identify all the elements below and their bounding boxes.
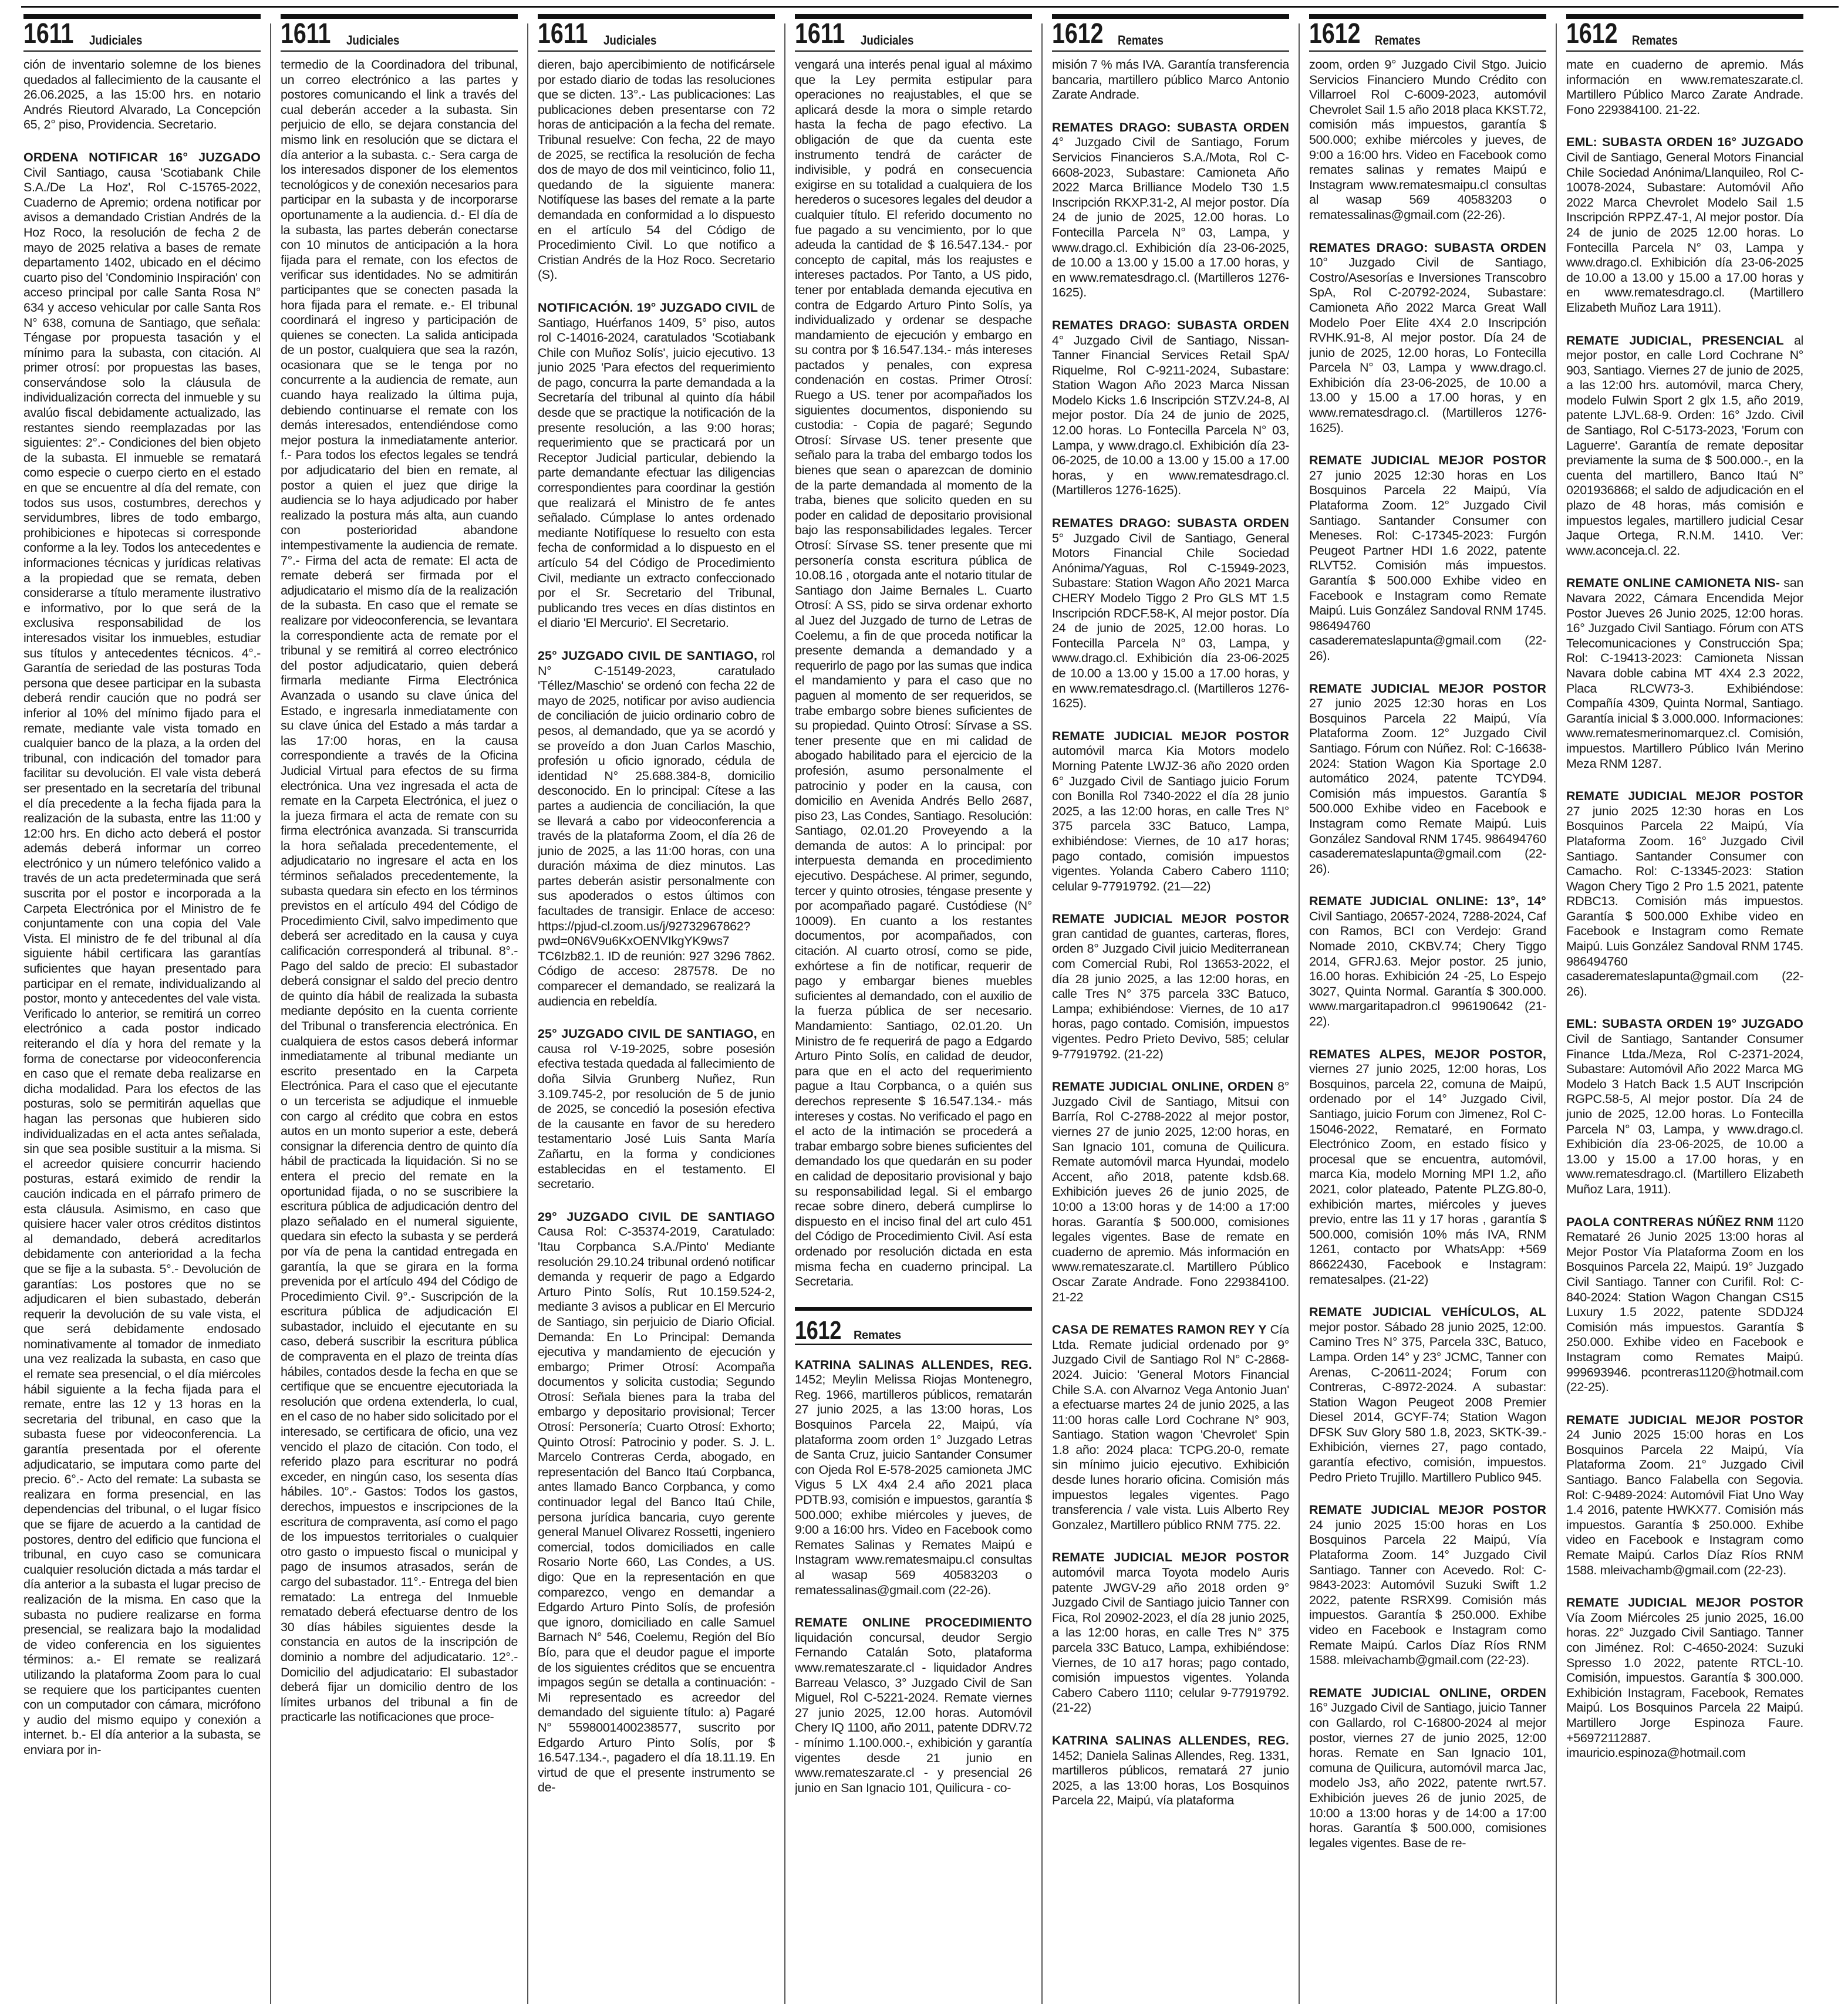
notice-text — [1309, 453, 1546, 663]
notice-heading: REMATES DRAGO: SUBASTA ORDEN — [1052, 318, 1289, 332]
column-header — [1052, 14, 1289, 52]
notice-text — [538, 1027, 775, 1192]
notice-heading: REMATE JUDICIAL ONLINE, ORDEN — [1309, 1685, 1546, 1700]
notice-text — [538, 649, 775, 1009]
notice-text — [1566, 1017, 1803, 1197]
notice-heading: REMATE JUDICIAL MEJOR POSTOR — [1566, 789, 1803, 804]
notice-text — [1052, 516, 1289, 711]
notice-body: Civil de Santiago, Santander Consumer Finance Ltda./Meza, Rol C-2371-2024, Subastare: Automóvil Año 2022 Marca MG Modelo 3 Hatch Back 1.5 AUT Inscripción RGPC.58-5, Al mejor postor. Día 24 de junio de 2025, 12.00 horas. Lo Fontecilla Parcela N° 03, Lampa, y www.drago.cl. Exhibición día 23-06-2025, de 10.00 a 13.00 y 15.00 a 17.00 horas, y en www.rematesdrago.cl. (Martillero Elizabeth Muñoz Lara, 1911). — [1566, 1032, 1803, 1196]
notice-heading: REMATES DRAGO: SUBASTA ORDEN — [1052, 120, 1289, 134]
notice — [1052, 120, 1289, 301]
notice-heading: REMATE JUDICIAL MEJOR POSTOR — [1052, 912, 1289, 926]
notice-text — [1052, 729, 1289, 895]
notice-heading: REMATE JUDICIAL MEJOR POSTOR — [1566, 1595, 1803, 1610]
notice — [1566, 58, 1803, 117]
column-divider — [1556, 23, 1557, 2004]
page-number: 1612 — [1309, 18, 1361, 49]
notice-text — [23, 58, 261, 133]
notice-text — [1052, 912, 1289, 1062]
notice-body: san Navara 2022, Cámara Encendida Mejor Postor Jueves 26 Junio 2025, 12:00 horas. 16° Juzgado Civil Santiago. Fórum con ATS Telecomunicaciones y Construcción Spa; Rol: C-19413-2023: Camioneta Nissan Navara doble cabina MT 4X4 2.3 2022, Placa RLCW73-3. Exhibiéndose: Compañía 4309, Quinta Normal, Santiago. Garantía inicial $ 3.000.000. Informaciones: www.rematesmerinomarquez.cl. Comisión, impuestos. Martillero Público Iván Merino Meza RNM 1287. — [1566, 576, 1803, 771]
notice — [1566, 1413, 1803, 1578]
column-divider — [1041, 23, 1043, 2004]
page-column — [795, 14, 1032, 2004]
notice-body: misión 7 % más IVA. Garantía transferencia bancaria, martillero público Marco Antonio Zarate Andrade. — [1052, 58, 1289, 102]
notice-body: Civil Santiago, 20657-2024, 7288-2024, Caf con Ramos, BCI con Verdejo: Grand Nomade 2010, CKBV.74; Chery Tiggo 2014, GFRJ.63. Mejor postor. 25 junio, 16.00 horas. Exhibición 24 -25, Lo Espejo 3027, Quinta Normal. Garantía $ 300.000. www.margaritapadron.cl 996190642 (21-22). — [1309, 909, 1546, 1029]
notice — [795, 1358, 1032, 1598]
column-header — [281, 14, 518, 52]
notice-text — [1566, 58, 1803, 117]
notice-body: liquidación concursal, deudor Sergio Fernando Catalán Soto, plataforma www.remateszarate.cl - liquidador Andres Barreau Velasco, 3° Juzgado Civil de San Miguel, Rol C-5221-2024. Remate viernes 27 junio 2025, 12.00 horas. Automóvil Chery IQ 1100, año 2011, patente DDRV.72 - mínimo 1.100.000.-, exhibición y garantía vigentes desde 21 junio en www.remateszarate.cl - y presencial 26 junio en San Ignacio 101, Quilicura - co- — [795, 1630, 1032, 1795]
notice-heading: REMATE JUDICIAL MEJOR POSTOR — [1566, 1412, 1803, 1427]
column-body — [23, 52, 261, 1758]
notice-heading: REMATES DRAGO: SUBASTA ORDEN — [1052, 516, 1289, 531]
notice-body: al mejor postor, en calle Lord Cochrane N° 903, Santiago. Viernes 27 de junio de 2025, a las 12:00 hrs. automóvil, marca Chery, modelo Fulwin Sport 2 glx 1.5, año 2019, patente LJVL.68-9. Orden: 16° Jzdo. Civil de Santiago, Rol C-5173-2023, 'Forum con Laguerre'. Garantía de remate depositar previamente la suma de $ 500.000.-, en la cuenta del martillero, Banco Itaú N° 0201936868; el saldo de adjudicación en el plazo de 48 horas, más comisión e impuestos legales, martillero judicial Cesar Jaque Ortega, R.N.M. 1410. Ver: www.aconceja.cl. 22. — [1566, 333, 1803, 558]
top-rule — [21, 6, 1839, 8]
column-divider — [527, 23, 528, 2004]
section-label: Remates — [854, 1329, 901, 1342]
notice-body: automóvil marca Kia Motors modelo Morning Patente LWJZ-36 año 2020 orden 6° Juzgado Civil de Santiago juicio Forum con Bonilla Rol 7340-2022 el día 28 junio 2025, a las 12:00 horas, en calle Tres N° 375 parcela 33C Batuco, Lampa, exhibiéndose: Viernes, de 10 a17 horas; pago contado, comisión impuestos vigentes. Yolanda Cabero Cabero 1110; celular 9-77919792. (21—22) — [1052, 744, 1289, 893]
notice-text — [1052, 58, 1289, 103]
notice-text — [1566, 576, 1803, 771]
section-label: Judiciales — [89, 33, 143, 48]
notice-heading: REMATES ALPES, MEJOR POSTOR, — [1309, 1047, 1546, 1061]
notice-body: mejor postor. Sábado 28 junio 2025, 12:00. Camino Tres N° 375, Parcela 33C, Batuco, Lampa. Orden 14° y 23° JCMC, Tanner con Arenas, C-20611-2024; Forum con Contreras, C-8972-2024. A subastar: Station Wagon Peugeot 2008 Premier Diesel 2014, GCYF-74; Station Wagon DFSK Suv Glory 580 1.8, 2023, SKTK-39.- Exhibición, viernes 27, pago contado, garantía efectivo, comisión, impuestos. Pedro Prieto Trujillo. Martillero Publico 945. — [1309, 1320, 1546, 1484]
section-label: Remates — [1632, 33, 1678, 48]
notice — [1309, 1686, 1546, 1851]
notice — [1566, 576, 1803, 771]
notice-heading: 25° JUZGADO CIVIL DE SANTIAGO, — [538, 1027, 757, 1041]
notice-heading: ORDENA NOTIFICAR 16° JUZGADO — [23, 150, 261, 164]
notice-body: 4° Juzgado Civil de Santiago, Forum Servicios Financieros S.A./Mota, Rol C-6608-2023, Subastare: Camioneta Año 2022 Marca Brilliance Modelo T30 1.5 Inscripción RKXP.31-2, Al mejor postor. Día 24 de junio de 2025, 12.00 horas. Lo Fontecilla Parcela N° 03, Lampa, y www.drago.cl. Exhibición día 23-06-2025, de 10.00 a 13.00 y 15.00 a 17.00 horas, y en www.rematesdrago.cl. (Martilleros 1276-1625). — [1052, 135, 1289, 300]
notice-body: rol N° C-15149-2023, caratulado 'Téllez/Maschio' se ordenó con fecha 22 de mayo de 2025, notificar por aviso audiencia de conciliación de juicio ordinario cobro de pesos, al demandado, que ya se acordó y se proveído a don Juan Carlos Maschio, profesión u oficio ignorado, cédula de identidad N° 25.688.384-8, domicilio desconocido. En lo principal: Cítese a las partes a audiencia de conciliación, la que se llevará a cabo por videoconferencia a través de la plataforma Zoom, el día 26 de junio de 2025, a las 11:00 horas, con una duración máxima de diez minutos. Las partes deberán asistir personalmente con sus apoderados o estos últimos con facultades de transigir. Enlace de acceso: https://pjud-cl.zoom.us/j/92732967862?pwd=0N6V9u6KxOENVIkgYK9ws7 TC6Izb82.1. ID de reunión: 927 3296 7862. Código de acceso: 287578. De no comparecer el demandado, se realizará la audiencia en rebeldía. — [538, 648, 775, 1008]
notice — [1309, 58, 1546, 223]
notice — [1309, 241, 1546, 436]
notice-body: gran cantidad de guantes, carteras, flores, orden 8° Juzgado Civil juicio Mediterranean com Comercial Rubi, Rol 13653-2022, el día 28 junio 2025, a las 12:00 horas, en calle Tres N° 375 parcela 33C Batuco, Lampa; exhibiéndose: Viernes, de 10 a17 horas, pago contado. Comisión, impuestos vigentes. Pedro Prieto Devivo, 585; celular 9-77919792. (21-22) — [1052, 926, 1289, 1061]
notice-body: en causa rol V-19-2025, sobre posesión efectiva testada quedada al fallecimiento de doña Silvia Grunberg Nuñez, Run 3.109.745-2, por resolución de 5 de junio de 2025, se concedió la posesión efectiva de la causante en favor de su heredero testamentario José Luis Santa María Zañartu, en la forma y condiciones establecidas en el testamento. El secretario. — [538, 1027, 775, 1192]
notice-body: zoom, orden 9° Juzgado Civil Stgo. Juicio Servicios Financiero Mundo Crédito con Villarroel Rol C-6009-2023, automóvil Chevrolet Sail 1.5 año 2018 placa KKST.72, comisión más impuestos, garantía $ 500.000; exhibe miércoles y jueves, de 9:00 a 16:00 hrs. Video en Facebook como remates salinas y remates Maipú e Instagram www.rematesmaipu.cl consultas al wasap 569 40583203 o rematessalinas@gmail.com (22-26). — [1309, 58, 1546, 222]
notice — [1052, 58, 1289, 103]
notice — [1309, 1305, 1546, 1485]
page-column — [1052, 14, 1289, 2004]
section-label: Judiciales — [861, 33, 914, 48]
notice-text — [795, 58, 1032, 1290]
notice-text — [1052, 318, 1289, 498]
notice-text — [1052, 1550, 1289, 1716]
notice — [538, 58, 775, 283]
notice — [1052, 318, 1289, 498]
notice — [538, 1027, 775, 1192]
notice-text — [1309, 1047, 1546, 1288]
page-number: 1612 — [1566, 18, 1618, 49]
notice — [1052, 729, 1289, 895]
column-divider — [1299, 23, 1300, 2004]
page-column — [538, 14, 775, 2004]
notice-body: 10° Juzgado Civil de Santiago, Costro/Asesorías e Inversiones Transcobro SpA, Rol C-20792-2024, Subastare: Camioneta Año 2022 Marca Great Wall Modelo Poer Elite 4X4 2.0 Inscripción RVHK.91-8, Al mejor postor. Día 24 de junio de 2025, 12.00 horas, Lo Fontecilla Parcela N° 03, Lampa y www.drago.cl. Exhibición día 23-06-2025, de 10.00 a 13.00 y 15.00 a 17.00 horas, y en www.rematesdrago.cl. (Martilleros 1276-1625). — [1309, 255, 1546, 435]
column-header — [23, 14, 261, 52]
column-divider — [784, 23, 785, 2004]
notice — [1052, 1322, 1289, 1533]
notice — [1566, 789, 1803, 999]
notice-heading: REMATE JUDICIAL ONLINE: 13°, 14° — [1309, 894, 1546, 909]
notice — [1052, 1079, 1289, 1305]
notice-body: dieren, bajo apercibimiento de notificársele por estado diario de todas las resoluciones que se dicten. 13°.- Las publicaciones: Las publicaciones deben presentarse con 72 horas de anticipación a la fecha del remate. Tribunal resuelve: Con fecha, 22 de mayo de 2025, se rectifica la resolución de fecha dos de mayo de dos mil veinticinco, folio 11, quedando de la siguiente manera: Notifíquese las bases del remate a la parte demandada en conformidad a lo dispuesto en el artículo 54 del Código de Procedimiento Civil. Lo que notifico a Cristian Andrés de la Hoz Roco. Secretario (S). — [538, 58, 775, 282]
section-label: Judiciales — [346, 33, 400, 48]
column-divider — [270, 23, 271, 2004]
notice — [1309, 681, 1546, 877]
inline-section-header — [795, 1307, 1032, 1345]
notice-heading: NOTIFICACIÓN. 19° JUZGADO CIVIL — [538, 300, 758, 315]
notice-heading: 29° JUZGADO CIVIL DE SANTIAGO — [538, 1209, 775, 1224]
notice-body: 1452; Daniela Salinas Allendes, Reg. 1331, martilleros públicos, rematará 27 junio 2025, a las 13:00 horas, Los Bosquinos Parcela 22, Maipú, vía plataforma — [1052, 1748, 1289, 1808]
notice — [1566, 1017, 1803, 1197]
notice-text — [1566, 333, 1803, 559]
column-header — [538, 14, 775, 52]
notice-body: 24 junio 2025 15:00 horas en Los Bosquinos Parcela 22 Maipú, Vía Plataforma Zoom. 14° Juzgado Civil Santiago. Tanner con Acevedo. Rol: C-9843-2023: Automóvil Suzuki Swift 1.2 2022, patente RSRX99. Comisión más impuestos. Garantía $ 250.000. Exhibe video en Facebook e Instagram como Remate Maipú. Carlos Díaz Ríos RNM 1588. mleivachamb@gmail.com (22-23). — [1309, 1517, 1546, 1668]
page-column — [23, 14, 261, 2004]
notice — [1566, 333, 1803, 559]
notice-heading: REMATE JUDICIAL, PRESENCIAL — [1566, 333, 1784, 347]
notice-body: mate en cuaderno de apremio. Más información en www.remateszarate.cl. Martillero Público Marco Zarate Andrade. Fono 229384100. 21-22. — [1566, 58, 1803, 117]
notice — [538, 649, 775, 1009]
notice-text — [1309, 58, 1546, 223]
notice-text — [1052, 1079, 1289, 1305]
notice-body: 16° Juzgado Civil de Santiago, juicio Tanner con Gallardo, rol C-16800-2024 al mejor postor, viernes 27 de junio 2025, 12:00 horas. Remate en San Ignacio 101, comuna de Quilicura, automóvil marca Jac, modelo Js3, año 2022, patente rwrt.57. Exhibición jueves 26 de junio 2025, de 10:00 a 13:00 horas y de 14:00 a 17:00 horas. Garantía $ 500.000, comisiones legales vigentes. Base de re- — [1309, 1700, 1546, 1850]
notice-body: 27 junio 2025 12:30 horas en Los Bosquinos Parcela 22 Maipú, Vía Plataforma Zoom. 12° Juzgado Civil Santiago. Fórum con Núñez. Rol: C-16638-2024: Station Wagon Kia Sportage 2.0 automático 2024, patente TCYD94. Comisión más impuestos. Garantía $ 500.000 Exhibe video en Facebook e Instagram como Remate Maipú. Luis González Sandoval RNM 1745. 986494760 casaderemateslapunta@gmail.com (22-26). — [1309, 696, 1546, 876]
column-header — [1309, 14, 1546, 52]
notice — [1309, 1047, 1546, 1288]
notice — [1309, 453, 1546, 663]
notice-text — [1309, 1503, 1546, 1668]
notice-body: Cía Ltda. Remate judicial ordenado por 9° Juzgado Civil de Santiago Rol N° C-2868-2024. Juicio: 'General Motors Financial Chile S.A. con Alvarnoz Vega Antonio Juan' a efectuarse martes 24 de junio 2025, a las 11:00 horas calle Lord Cochrane N° 903, Santiago. Station wagon 'Chevrolet' Spin 1.8 año: 2024 placa: TCPG.20-0, remate sin mínimo juicio ejecutivo. Exhibición desde lunes horario oficina. Comisión más impuestos legales vigentes. Pago transferencia / vale vista. Luis Alberto Rey Gonzalez, Martillero público RNM 775. 22. — [1052, 1322, 1289, 1532]
notice-text — [538, 301, 775, 631]
notice-text — [1309, 241, 1546, 436]
page-column — [281, 14, 518, 2004]
notice-body: viernes 27 junio 2025, 12:00 horas, Los Bosquinos, parcela 22, comuna de Maipú, ordenado por el 14° Juzgado Civil, Santiago, juicio Forum con Jimenez, Rol C-15046-2022, Remataré, en Formato Electrónico Zoom, en estado físico y procesal que se encuentra, automóvil, marca Kia, modelo Morning MPI 1.2, año 2021, color plateado, Patente PLZG.80-0, exhibición martes, miércoles y jueves previo, entre las 11 y 17 horas , garantía $ 500.000, comisión 10% más IVA, RNM 1261, contacto por WhatsApp: +569 86622430, Facebook e Instagram: rematesalpes. (21-22) — [1309, 1062, 1546, 1287]
notice-text — [1309, 894, 1546, 1029]
notice-body: ción de inventario solemne de los bienes quedados al fallecimiento de la causante el 26.06.2025, a las 15:00 hrs. en notario Andrés Rieutord Alvarado, La Concepción 65, 2° piso, Providencia. Secretario. — [23, 58, 261, 132]
notice — [1052, 1733, 1289, 1808]
notice — [1566, 1215, 1803, 1395]
notice-heading: KATRINA SALINAS ALLENDES, REG. — [795, 1357, 1032, 1372]
notice-heading: REMATE ONLINE CAMIONETA NIS- — [1566, 576, 1780, 591]
page-number: 1611 — [538, 18, 588, 49]
notice-text — [795, 1358, 1032, 1598]
notice — [538, 1210, 775, 1796]
notice-heading: 25° JUZGADO CIVIL DE SANTIAGO, — [538, 648, 758, 663]
notice-text — [1309, 1686, 1546, 1851]
notice-heading: REMATE JUDICIAL MEJOR POSTOR — [1309, 1503, 1546, 1517]
notice-body: termedio de la Coordinadora del tribunal, un correo electrónico a las partes y postores comunicando el link a través del cual deberán acceder a la subasta. Sin perjuicio de ello, se dejara constancia del mismo link en resolución que se dictara el día anterior a la subasta. c.- Sera carga de los interesados disponer de los elementos tecnológicos y de conexión necesarios para participar en la subasta y de incorporarse oportunamente a la audiencia. d.- El día de la subasta, las partes deberán conectarse con 10 minutos de anticipación a la hora fijada para el remate, con los efectos de verificar sus identidades. No se admitirán participantes que se conecten pasada la hora fijada para el remate. e.- El tribunal coordinará el ingreso y participación de quienes se conecten. La salida anticipada de un postor, cualquiera que sea la razón, ocasionara que se le tenga por no concurrente a la audiencia de remate, aun cuando haya realizado la última puja, debiendo continuarse el remate con los demás interesados, entendiéndose como mejor postura la inmediatamente anterior. f.- Para todos los efectos legales se tendrá por adjudicatario del bien en remate, al postor a quien el juez que dirige la audiencia se lo haya adjudicado por haber realizado la postura más alta, aun cuando con posterioridad abandone intempestivamente la audiencia de remate. 7°.- Firma del acta de remate: El acta de remate deberá ser firmada por el adjudicatario el mismo día de la realización de la subasta. En caso que el remate se realizare por videoconferencia, se levantara la correspondiente acta de remate por el tribunal y se remitirá al correo electrónico del postor adjudicatario, quien deberá firmarla mediante Firma Electrónica Avanzada o usando su clave única del Estado, e ingresarla inmediatamente con su clave única del Estado a más tardar a las 17:00 horas, en la causa correspondiente a través de la Oficina Judicial Virtual para efectos de su firma electrónica. Una vez ingresada el acta de remate en la Carpeta Electrónica, el juez o la jueza firmara el acta de remate con su firma electrónica avanzada. Si transcurrida la hora señalada precedentemente, el adjudicatario no ingresare el acta en los términos señalados precedentemente, la subasta quedara sin efecto en los términos previstos en el artículo 494 del Código de Procedimiento Civil, salvo impedimento que deberá ser acreditado en la causa y cuya calificación corresponderá al tribunal. 8°.- Pago del saldo de precio: El subastador deberá consignar el saldo del precio dentro de quinto día hábil de realizada la subasta mediante depósito en la cuenta corriente del Tribunal o transferencia electrónica. En cualquiera de estos casos deberá informar inmediatamente al tribunal mediante un escrito presentado en la Carpeta Electrónica. Para el caso que el ejecutante o un tercerista se adjudique el inmueble con cargo al crédito que cobra en estos autos en un monto superior a este, deberá consignar la diferencia dentro de quinto día hábil de practicada la liquidación. Si no se entera el precio del remate en la oportunidad fijada, o no se suscribiere la escritura pública de adjudicación dentro del plazo señalado en el numeral siguiente, quedara sin efecto la subasta y se perderá por vía de pena la cantidad entregada en garantía, la que se girara en la forma prevenida por el artículo 494 del Código de Procedimiento Civil. 9°.- Suscripción de la escritura pública de adjudicación El subastador, incluido el ejecutante en su caso, deberá suscribir la escritura pública de compraventa en el plazo de treinta días hábiles, contados desde la fecha en que se certifique que se encuentre ejecutoriada la resolución que ordena extenderla, lo cual, en el caso de no haber sido solicitado por el interesado, se certificara de oficio, una vez vencido el plazo de citación. Con todo, el referido plazo para escriturar no podrá exceder, en ningún caso, los sesenta días hábiles. 10°.- Gastos: Todos los gastos, derechos, impuestos e inscripciones de la escritura de compraventa, así como el pago de los impuestos territoriales o cualquier otro gasto o impuesto fiscal o municipal y pago de insumos atrasados, serán de cargo del subastador. 11°.- Entrega del bien rematado: La entrega del Inmueble rematado deberá efectuarse dentro de los 30 días hábiles siguientes desde la constancia en autos de la inscripción de dominio a nombre del adjudicatario. 12°.- Domicilio del adjudicatario: El subastador deberá fijar un domicilio dentro de los límites urbanos del tribunal a fin de practicarle las notificaciones que proce- — [281, 58, 518, 1725]
page-column — [1309, 14, 1546, 2004]
notice — [538, 301, 775, 631]
page-number: 1612 — [1052, 18, 1104, 49]
notice — [1052, 1550, 1289, 1716]
notice — [1052, 912, 1289, 1062]
notice-body: 27 junio 2025 12:30 horas en Los Bosquinos Parcela 22 Maipú, Vía Plataforma Zoom. 12° Juzgado Civil Santiago. Santander Consumer con Meneses. Rol: C-17345-2023: Furgón Peugeot Partner HDI 1.6 2022, patente RLVT52. Comisión más impuestos. Garantía $ 500.000 Exhibe video en Facebook e Instagram como Remate Maipú. Luis González Sandoval RNM 1745. 986494760 casaderemateslapunta@gmail.com (22-26). — [1309, 468, 1546, 663]
notice-text — [1309, 1305, 1546, 1485]
notice — [795, 1615, 1032, 1796]
column-body — [281, 52, 518, 1725]
notice-body: de Santiago, Huérfanos 1409, 5° piso, autos rol C-14016-2024, caratulados 'Scotiabank Chile con Muñoz Solís', juicio ejecutivo. 13 junio 2025 'Para efectos del requerimiento de pago, concurra la parte demandada a la Secretaría del tribunal al quinto día hábil desde que se practique la notificación de la presente resolución, a las 9:00 horas; requerimiento que se practicará por un Receptor Judicial particular, debiendo la parte demandante efectuar las diligencias correspondientes para coordinar la gestión que realizará el Ministro de fe antes señalado. Cúmplase lo antes ordenado mediante Notifíquese lo resuelto con esta fecha de conformidad a lo dispuesto en el artículo 54 del Código de Procedimiento Civil, mediante un extracto confeccionado por el Sr. Secretario del Tribunal, publicando tres veces en días distintos en el diario 'El Mercurio'. El Secretario. — [538, 300, 775, 630]
column-body — [1309, 52, 1546, 1851]
notice-heading: REMATES DRAGO: SUBASTA ORDEN — [1309, 240, 1546, 255]
column-header — [795, 14, 1032, 52]
notice-text — [795, 1615, 1032, 1796]
page-number: 1611 — [23, 18, 74, 49]
notice-body: Vía Zoom Miércoles 25 junio 2025, 16.00 horas. 22° Juzgado Civil Santiago. Tanner con Jiménez. Rol: C-4650-2024: Suzuki Spresso 1.0 2022, patente RTCL-10. Comisión, impuestos. Garantía $ 300.000. Exhibición Instagram, Facebook, Remates Maipú. Los Bosquinos Parcela 22 Maipú. Martillero Jorge Espinoza Faure. +56972112887. imauricio.espinoza@hotmail.com — [1566, 1610, 1803, 1760]
notice-heading: REMATE JUDICIAL MEJOR POSTOR — [1309, 453, 1546, 468]
notice — [1052, 516, 1289, 711]
column-header — [1566, 14, 1803, 52]
notice-text — [1052, 1733, 1289, 1808]
page-number: 1612 — [795, 1315, 842, 1345]
notice-body: 24 Junio 2025 15:00 horas en Los Bosquinos Parcela 22 Maipú, Vía Plataforma Zoom. 21° Juzgado Civil Santiago. Banco Falabella con Segovia. Rol: C-9489-2024: Automóvil Fiat Uno Way 1.4 2016, patente HWKX77. Comisión más impuestos. Garantía $ 250.000. Exhibe video en Facebook e Instagram como Remate Maipú. Carlos Díaz Ríos RNM 1588. mleivachamb@gmail.com (22-23). — [1566, 1428, 1803, 1577]
notice-text — [1566, 135, 1803, 315]
notice — [1566, 1595, 1803, 1761]
notice-heading: PAOLA CONTRERAS NÚÑEZ RNM — [1566, 1214, 1774, 1229]
section-label: Remates — [1375, 33, 1421, 48]
notice-text — [538, 1210, 775, 1796]
notice-body: 4° Juzgado Civil de Santiago, Nissan-Tanner Financial Services Retail SpA/ Riquelme, Rol C-9211-2024, Subastare: Station Wagon Año 2023 Marca Nissan Modelo Kicks 1.6 Inscripción STZV.24-8, Al mejor postor. Día 24 de junio de 2025, 12.00 horas. Lo Fontecilla Parcela N° 03, Lampa, y www.drago.cl. Exhibición día 23-06-2025, de 10.00 a 13.00 y 15.00 a 17.00 horas, y en www.rematesdrago.cl. (Martilleros 1276-1625). — [1052, 333, 1289, 498]
notice-body: 8° Juzgado Civil de Santiago, Mitsui con Barría, Rol C-2788-2022 al mejor postor, viernes 27 de junio 2025, 12:00 horas, en San Ignacio 101, comuna de Quilicura. Remate automóvil marca Hyundai, modelo Accent, año 2018, patente kdsb.68. Exhibición jueves 26 de junio 2025, de 10:00 a 13:00 horas y de 14:00 a 17:00 horas. Garantía $ 500.000, comisiones legales vigentes. Base de remate en cuaderno de apremio. Más información en www.remateszarate.cl. Martillero Público Oscar Zarate Andrade. Fono 229384100. 21-22 — [1052, 1079, 1289, 1304]
notice-text — [1052, 120, 1289, 301]
notice-text — [1566, 1215, 1803, 1395]
column-body — [795, 52, 1032, 1796]
notice-heading: REMATE JUDICIAL MEJOR POSTOR — [1309, 681, 1546, 696]
notice — [795, 58, 1032, 1290]
notice-heading: EML: SUBASTA ORDEN 16° JUZGADO — [1566, 135, 1803, 150]
notice — [23, 58, 261, 133]
notice-heading: REMATE ONLINE PROCEDIMIENTO — [795, 1615, 1032, 1630]
notice-text — [1566, 1595, 1803, 1761]
notice-text — [281, 58, 518, 1725]
notice-heading: CASA DE REMATES RAMON REY Y — [1052, 1322, 1267, 1337]
notice — [23, 150, 261, 1758]
notice-body: 27 junio 2025 12:30 horas en Los Bosquinos Parcela 22 Maipú, Vía Plataforma Zoom. 16° Juzgado Civil Santiago. Santander Consumer con Camacho. Rol: C-13345-2023: Station Wagon Chery Tigo 2 Pro 1.5 2021, patente RDBC13. Comisión más impuestos. Garantía $ 500.000 Exhibe video en Facebook e Instagram como Remate Maipú. Luis González Sandoval RNM 1745. 986494760 casaderemateslapunta@gmail.com (22-26). — [1566, 804, 1803, 998]
notice-heading: KATRINA SALINAS ALLENDES, REG. — [1052, 1733, 1289, 1747]
column-body — [538, 52, 775, 1796]
column-body — [1566, 52, 1803, 1761]
notice-text — [1566, 1413, 1803, 1578]
page-number: 1611 — [795, 18, 845, 49]
notice-heading: REMATE JUDICIAL VEHÍCULOS, AL — [1309, 1305, 1546, 1320]
notice — [1309, 1503, 1546, 1668]
notice-body: vengará una interés penal igual al máximo que la Ley permita estipular para operaciones no reajustables, el que se aplicará desde la mora o simple retardo hasta la fecha de pago efectivo. La obligación de que da cuenta este instrumento tendrá de carácter de indivisible, y podrá en consecuencia exigirse en su totalidad a cualquiera de los herederos o sucesores legales del deudor a cualquier título. El referido documento no fue pagado a su vencimiento, por lo que adeuda la cantidad de $ 16.547.134.- por concepto de capital, más los reajustes e intereses pactados. Por Tanto, a US pido, tener por entablada demanda ejecutiva en contra de Edgardo Arturo Pinto Solís, ya individualizado y ordenar se despache mandamiento de ejecución y embargo en su contra por $ 16.547.134.- más intereses pactados y penales, con expresa condenación en costas. Primer Otrosí: Ruego a US. tener por acompañados los siguientes documentos, disponiendo su custodia: - Copia de pagaré; Segundo Otrosí: Sírvase US. tener presente que señalo para la traba del embargo todos los bienes que sean o aparezcan de dominio de la parte demandada al momento de la traba, bienes que solicito queden en su poder en calidad de depositario provisional bajo las responsabilidades legales. Tercer Otrosí: Sírvase SS. tener presente que mi personería consta escritura pública de 10.08.16 , otorgada ante el notario titular de Santiago don Jaime Bernales L. Cuarto Otrosí: A SS, pido se sirva ordenar exhorto al Juez del Juzgado de turno de Letras de Coelemu, a fin de que proceda notificar la presente demanda a demandado y a requerirlo de pago por las sumas que indica el mandamiento y para el caso que no paguen al momento de ser requeridos, se trabe embargo sobre bienes suficientes de su propiedad. Quinto Otrosí: Sírvase a SS. tener presente que en mi calidad de abogado habilitado para el ejercicio de la profesión, asumo personalmente el patrocinio y poder en la causa, con domicilio en Avenida Andrés Bello 2687, piso 23, Las Condes, Santiago. Resolución: Santiago, 02.01.20 Proveyendo a la demanda de autos: A lo principal: por interpuesta demanda en procedimiento ejecutivo. Despáchese. Al primer, segundo, tercer y quinto otrosies, téngase presente y por acompañado pagaré. Custódiese (N° 10009). En cuanto a los restantes documentos, por acompañados, con citación. Al cuarto otrosí, como se pide, exhórtese a fin de notificar, requerir de pago y embargar bienes muebles suficientes al demandado, con el auxilio de la fuerza pública de ser necesario. Mandamiento: Santiago, 02.01.20. Un Ministro de fe requerirá de pago a Edgardo Arturo Pinto Solís, en calidad de deudor, para que en el acto del requerimiento pague a Itau Corpbanca, o a quién sus derechos represente $ 16.547.134.- más intereses y costas. No verificado el pago en el acto de la intimación se procederá a trabar embargo sobre bienes suficientes del demandado los que quedarán en su poder en calidad de depositario provisional y bajo su responsabilidad legal. Si el embargo recae sobre dinero, deberá cumplirse lo dispuesto en el inciso final del art culo 451 del Código de Procedimiento Civil. Así esta ordenado por resolución dictada en esta misma fecha en cuaderno principal. La Secretaria. — [795, 58, 1032, 1289]
notice-body: Civil Santiago, causa 'Scotiabank Chile S.A./De La Hoz', Rol C-15765-2022, Cuaderno de Apremio; ordena notificar por avisos a demandado Cristian Andrés de la Hoz Roco, la resolución de fecha 2 de mayo de 2025 relativa a bases de remate departamento 1402, ubicado en el décimo cuarto piso del 'Condominio Inspiración' con acceso principal por calle Santa Rosa N° 634 y acceso vehicular por calle Santa Ros N° 638, comuna de Santiago, que señala: Téngase por propuesta tasación y el mínimo para la subasta, con citación. Al primer otrosí: por propuestas las bases, conservándose solo la cláusula de individualización correcta del inmueble y su avalúo fiscal debidamente actualizado, las restantes siendo reemplazadas por las siguientes: 2°.- Condiciones del bien objeto de la subasta. El inmueble se rematará como especie o cuerpo cierto en el estado en que se encuentre al día del remate, con todos sus usos, costumbres, derechos y servidumbres, libres de todo embargo, prohibiciones e hipotecas si corresponde conforme a la ley. Todos los antecedentes e informaciones técnicas y jurídicas relativas a la propiedad que se remata, deben considerarse a título meramente ilustrativo e informativo, por lo que será de la exclusiva responsabilidad de los interesados visitar los inmuebles, estudiar sus títulos y antecedentes técnicos. 4°.- Garantía de seriedad de las posturas Toda persona que desee participar en la subasta deberá rendir caución que no podrá ser inferior al 10% del mínimo fijado para el remate, mediante vale vista tomado en cualquier banco de la plaza, a la orden del tribunal, con indicación del tomador para facilitar su devolución. El vale vista deberá ser presentado en la secretaría del tribunal el día precedente a la fecha fijada para la realización de la subasta, entre las 11:00 y 12:00 hrs. En dicho acto deberá el postor además deberá informar un correo electrónico y un número telefónico valido a través de un acta predeterminada que será suscrita por el postor e incorporada a la Carpeta Electrónica por el Ministro de fe conjuntamente con una copia del Vale Vista. El ministro de fe del tribunal al día siguiente hábil certificara las garantías suficientes que hayan presentado para participar en el remate, individualizando al postor, monto y antecedentes del vale vista. Verificado lo anterior, se remitirá un correo electrónico a cada postor indicado reiterando el día y hora del remate y la forma de conectarse por videoconferencia en caso que el remate deba realizarse en dicha modalidad. Para los efectos de las posturas, solo se permitirán aquellas que hagan las personas que hubieren sido individualizadas en el acta antes señalada, sin que sea posible sustituir a la misma. Si el acreedor quisiere concurrir haciendo posturas, estará eximido de rendir la caución indicada en el párrafo primero de esta cláusula. Asimismo, en caso que quisiere hacer valer otros créditos distintos al demandado, deberá acreditarlos debidamente con anterioridad a la fecha que se fije a la subasta. 5°.- Devolución de garantías: Los postores que no se adjudicaren el bien subastado, deberán requerir la devolución de su vale vista, el que será debidamente endosado nominativamente al tomador de inmediato una vez realizada la subasta, en caso que el remate sea presencial, o el día miércoles hábil siguiente a la fecha fijada para el remate, entre las 12 y 13 horas en la secretaria del tribunal, en caso que la subasta fuese por videoconferencia. La garantía presentada por el oferente adjudicatario, se imputara como parte del precio. 6°.- Acto del remate: La subasta se realizara en forma presencial, en las dependencias del tribunal, o el lugar físico que se fijare de acuerdo a la cantidad de postores, dentro del edificio que funciona el tribunal, en cuyo caso se comunicara cualquier resolución dictada a más tardar el día anterior a la subasta el lugar preciso de realización de la misma. En caso que la subasta no pudiere realizarse en forma presencial, se realizara bajo la modalidad de video conferencia en los siguientes términos: a.- El remate se realizará utilizando la plataforma Zoom para lo cual se requiere que los participantes cuenten con un computador con cámara, micrófono y audio del mismo equipo y conexión a internet. b.- El día anterior a la subasta, se enviara por in- — [23, 165, 261, 1757]
section-label: Remates — [1118, 33, 1164, 48]
notice-heading: REMATE JUDICIAL MEJOR POSTOR — [1052, 1550, 1289, 1565]
notice-text — [538, 58, 775, 283]
notice-heading: REMATE JUDICIAL ONLINE, ORDEN — [1052, 1079, 1274, 1094]
notice-text — [1052, 1322, 1289, 1533]
column-body — [1052, 52, 1289, 1808]
notice-text — [23, 150, 261, 1758]
notice — [281, 58, 518, 1725]
notice-heading: REMATE JUDICIAL MEJOR POSTOR — [1052, 728, 1289, 743]
notice-body: Civil de Santiago, General Motors Financial Chile Sociedad Anónima/Llanquileo, Rol C-10078-2024, Subastare: Automóvil Año 2022 Marca Chevrolet Modelo Sail 1.5 Inscripción RPPZ.47-1, Al mejor postor. Día 24 de junio de 2025 12.00 horas. Lo Fontecilla Parcela N° 03, Lampa y www.drago.cl. Exhibición día 23-06-2025 de 10.00 a 13.00 y 15.00 a 17.00 horas y en www.rematesdrago.cl. (Martillero Elizabeth Muñoz Lara 1911). — [1566, 150, 1803, 315]
notice-text — [1309, 681, 1546, 877]
notice-heading: EML: SUBASTA ORDEN 19° JUZGADO — [1566, 1017, 1803, 1031]
notice-body: 1120 Remataré 26 Junio 2025 13:00 horas al Mejor Postor Vía Plataforma Zoom en los Bosquinos Parcela 22, Maipú. 19° Juzgado Civil Santiago. Tanner con Curifil. Rol: C-840-2024: Station Wagon Changan CS15 Luxury 1.5 2022, patente SDDJ24 Comisión más impuestos. Garantía $ 250.000. Exhibe video en Facebook e Instagram como Remates Maipú. 999693946. pcontreras1120@hotmail.com (22-25). — [1566, 1214, 1803, 1395]
section-label: Judiciales — [603, 33, 657, 48]
notice-body: 5° Juzgado Civil de Santiago, General Motors Financial Chile Sociedad Anónima/Yaguas, Rol C-15949-2023, Subastare: Station Wagon Año 2021 Marca CHERY Modelo Tiggo 2 Pro GLS MT 1.5 Inscripción RDCF.58-K, Al mejor postor. Día 24 de junio de 2025, 12.00 horas. Lo Fontecilla Parcela N° 03, Lampa, y www.drago.cl. Exhibición día 23-06-2025 de 10.00 a 13.00 y 15.00 a 17.00 horas, y en www.rematesdrago.cl. (Martilleros 1276-1625). — [1052, 531, 1289, 711]
notice — [1566, 135, 1803, 315]
notice-text — [1566, 789, 1803, 999]
page-column — [1566, 14, 1803, 2004]
notice-body: Causa Rol: C-35374-2019, Caratulado: 'Itau Corpbanca S.A./Pinto' Mediante resolución 29.10.24 tribunal ordenó notificar demanda y requerir de pago a Edgardo Arturo Pinto Solís, Rut 10.159.524-2, mediante 3 avisos a publicar en El Mercurio de Santiago, sin perjuicio de Diario Oficial. Demanda: En Lo Principal: Demanda ejecutiva y mandamiento de ejecución y embargo; Primer Otrosí: Acompaña documentos y solicita custodia; Segundo Otrosí: Señala bienes para la traba del embargo y depositario provisional; Tercer Otrosí: Personería; Cuarto Otrosí: Exhorto; Quinto Otrosí: Patrocinio y poder. S. J. L. Marcelo Contreras Cerda, abogado, en representación del Banco Itaú Corpbanca, antes llamado Banco Corpbanca, y como continuador legal del Banco Itaú Chile, persona jurídica bancaria, cuyo gerente general Manuel Olivarez Rossetti, ingeniero comercial, todos domiciliados en calle Rosario Norte 660, Las Condes, a US. digo: Que en la representación en que comparezco, vengo en demandar a Edgardo Arturo Pinto Solís, de profesión que ignoro, domiciliado en calle Samuel Barnach N° 546, Coelemu, Región del Bío Bío, para que el deudor pague el importe de los siguientes créditos que se encuentra impagos según se detalla a continuación: - Mi representado es acreedor del demandado del siguiente título: a) Pagaré N° 5598001400238577, suscrito por Edgardo Arturo Pinto Solís, por $ 16.547.134.-, pagadero el día 18.11.19. En virtud de que el presente instrumento se de- — [538, 1224, 775, 1795]
notice-body: automóvil marca Toyota modelo Auris patente JWGV-29 año 2018 orden 9° Juzgado Civil de Santiago juicio Tanner con Fica, Rol 20902-2023, el día 28 junio 2025, a las 12:00 horas, en calle Tres N° 375 parcela 33C Batuco, Lampa, exhibiéndose: Viernes, de 10 a17 horas; pago contado, comisión impuestos vigentes. Yolanda Cabero Cabero 1110; celular 9-77919792. (21-22) — [1052, 1565, 1289, 1715]
notice — [1309, 894, 1546, 1029]
page-number: 1611 — [281, 18, 331, 49]
notice-body: 1452; Meylin Melissa Riojas Montenegro, Reg. 1966, martilleros públicos, rematarán 27 junio 2025, a las 13:00 horas, Los Bosquinos Parcela 22, Maipú, vía plataforma zoom orden 1° Juzgado Letras de Santa Cruz, juicio Santander Consumer con Ojeda Rol E-578-2025 camioneta JMC Vigus 5 LX 4x4 2.4 año 2021 placa PDTB.93, comisión e impuestos, garantía $ 500.000; exhibe miércoles y jueves, de 9:00 a 16:00 hrs. Video en Facebook como Remates Salinas y Remates Maipú e Instagram www.rematesmaipu.cl consultas al wasap 569 40583203 o rematessalinas@gmail.com (22-26). — [795, 1372, 1032, 1597]
